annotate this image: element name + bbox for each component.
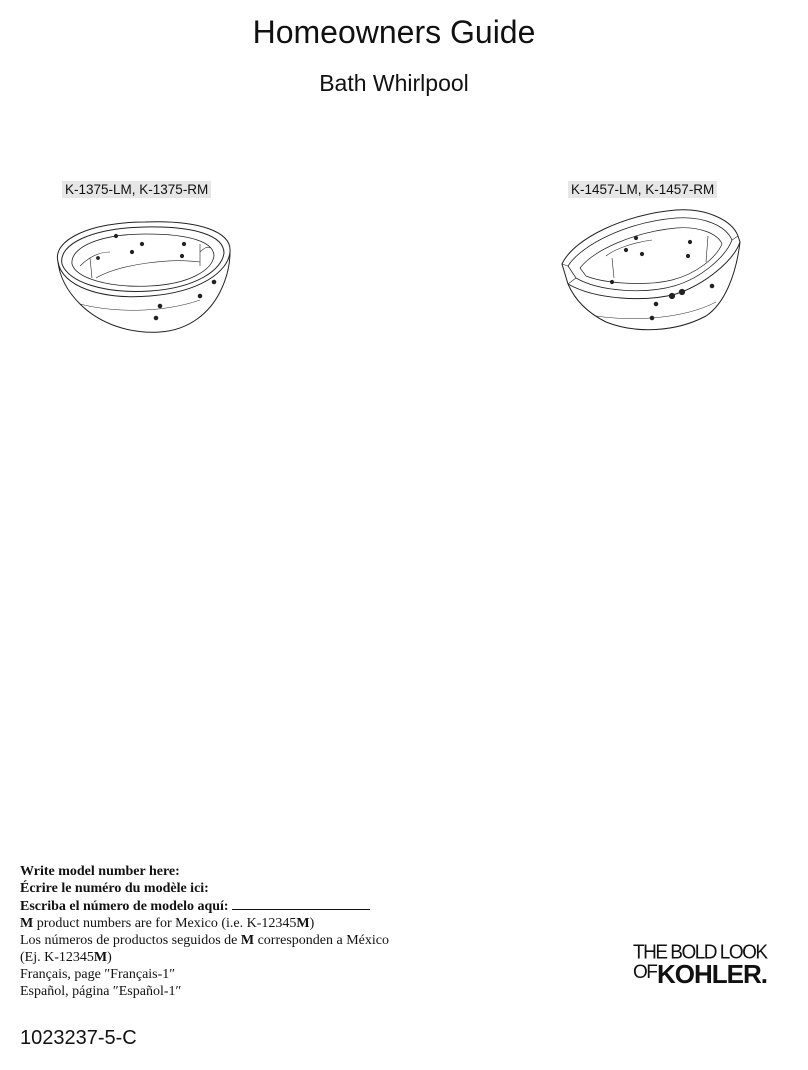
oval-whirlpool-tub-illustration	[50, 200, 232, 342]
brand-tagline: THE BOLD LOOK	[633, 941, 767, 964]
mexico-note-es-text-2: corresponden a México	[254, 933, 389, 948]
brand-name: KOHLER.	[657, 959, 767, 989]
mexico-m-marker: M	[20, 916, 34, 931]
brand-of: OF	[633, 962, 657, 983]
mexico-note-en	[20, 915, 389, 932]
model-number-blank-line[interactable]	[232, 897, 370, 910]
write-model-es-row	[20, 897, 389, 915]
mexico-note-es-example	[20, 949, 389, 966]
mexico-ej-close: )	[107, 950, 112, 965]
model-number-entry-block	[20, 863, 389, 1000]
french-page-ref: Français, page ″Français-1″	[20, 967, 176, 982]
mexico-note-es-m: M	[240, 933, 255, 948]
document-subtitle: Bath Whirlpool	[319, 70, 469, 96]
model-label-rectangular: K-1457-LM, K-1457-RM	[568, 181, 717, 198]
write-model-fr: Écrire le numéro du modèle ici:	[20, 881, 209, 896]
mexico-note-es-text-1: Los números de productos seguidos de	[20, 933, 241, 948]
document-title: Homeowners Guide	[252, 14, 536, 50]
mexico-ej-text: (Ej. K-12345	[20, 950, 94, 965]
rectangular-whirlpool-tub-illustration	[556, 198, 744, 340]
mexico-note-en-close: )	[309, 916, 315, 931]
write-model-es: Escriba el número de modelo aquí:	[20, 899, 229, 914]
kohler-logo	[633, 942, 789, 992]
model-label-oval: K-1375-LM, K-1375-RM	[62, 181, 211, 198]
mexico-ej-m: M	[93, 950, 108, 965]
mexico-note-es	[20, 932, 389, 949]
document-number: 1023237-5-C	[20, 1027, 137, 1049]
mexico-m-suffix: M	[296, 916, 310, 931]
mexico-note-en-text: product numbers are for Mexico (i.e. K-12345	[33, 916, 297, 931]
write-model-en: Write model number here:	[20, 864, 180, 879]
spanish-page-ref: Español, página ″Español-1″	[20, 984, 182, 999]
